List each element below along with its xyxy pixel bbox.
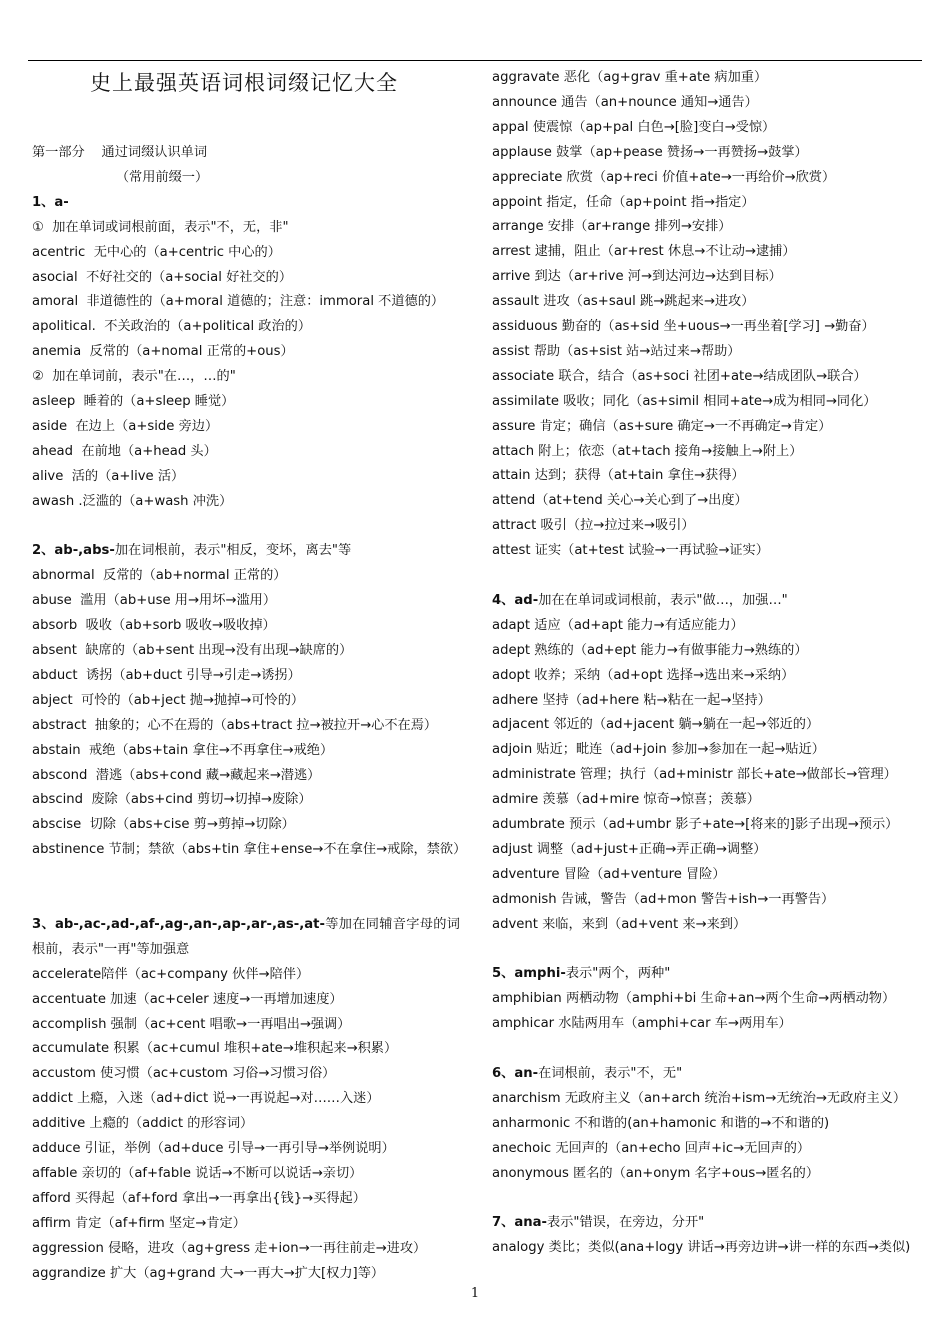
entry-line: aggression 侵略，进攻（ag+gress 走+ion→一再往前走→进攻）	[32, 1240, 427, 1256]
section-heading	[492, 588, 788, 613]
entry-line: arrest 逮捕，阻止（ar+rest 休息→不让动→逮捕）	[492, 244, 796, 260]
entry-line: adjacent 邻近的（ad+jacent 躺→躺在一起→邻近的）	[492, 717, 820, 733]
entry-line: additive 上瘾的（addict 的形容词）	[32, 1116, 254, 1132]
entry-line: adept 熟练的（ad+ept 能力→有做事能力→熟练的）	[492, 642, 808, 658]
entry-line: aside 在边上（a+side 旁边）	[32, 418, 219, 434]
entry-line: appal 使震惊（ap+pal 白色→[脸]变白→受惊）	[492, 119, 776, 135]
entry-line: abscind 废除（abs+cind 剪切→切掉→废除）	[32, 792, 312, 808]
entry-line: asocial 不好社交的（a+social 好社交的）	[32, 269, 293, 285]
entry-line: abscise 切除（abs+cise 剪→剪掉→切除）	[32, 817, 295, 833]
entry-line: assimilate 吸收；同化（as+simil 相同+ate→成为相同→同化）	[492, 393, 877, 409]
entry-line: adduce 引证，举例（ad+duce 引导→一再引导→举例说明）	[32, 1141, 395, 1156]
section-heading-prefix: 6、an-	[492, 1066, 539, 1081]
entry-line: asleep 睡着的（a+sleep 睡觉）	[32, 394, 235, 409]
section-heading	[32, 538, 351, 563]
entry-line: acentric 无中心的（a+centric 中心的）	[32, 244, 281, 260]
entry-line: adjust 调整（ad+just+正确→弄正确→调整）	[492, 841, 767, 857]
entry-line: adhere 坚持（ad+here 粘→粘在一起→坚持）	[492, 692, 771, 708]
section-heading	[492, 961, 670, 986]
entry-line: anemia 反常的（a+nomal 正常的+ous）	[32, 344, 294, 360]
entry-line: amphicar 水陆两用车（amphi+car 车→两用车）	[492, 1016, 792, 1032]
entry-line: anonymous 匿名的（an+onym 名字+ous→匿名的）	[492, 1165, 820, 1181]
entry-line: abstract 抽象的；心不在焉的（abs+tract 拉→被拉开→心不在焉）	[32, 717, 438, 733]
entry-line: adumbrate 预示（ad+umbr 影子+ate→[将来的]影子出现→预示）	[492, 817, 899, 832]
section-heading-text: 加在词根前，表示"相反，变坏，离去"等	[114, 543, 352, 559]
entry-line: accustom 使习惯（ac+custom 习俗→习惯习俗）	[32, 1066, 336, 1082]
entry-line: appreciate 欣赏（ap+reci 价值+ate→一再给价→欣赏）	[492, 169, 836, 185]
entry-line: abduct 诱拐（ab+duct 引导→引走→诱拐）	[32, 667, 301, 683]
section-heading-prefix: 2、ab-,abs-	[32, 543, 115, 559]
entry-line: affirm 肯定（af+firm 坚定→肯定）	[32, 1215, 246, 1231]
entry-line: ① 加在单词或词根前面，表示"不，无，非"	[32, 219, 289, 235]
section-heading: 1、a-	[32, 194, 69, 210]
entry-line: accomplish 强制（ac+cent 唱歌→一再唱出→强调）	[32, 1016, 351, 1032]
section-heading	[32, 912, 460, 962]
entry-line: adventure 冒险（ad+venture 冒险）	[492, 866, 726, 882]
entry-line: attach 附上；依恋（at+tach 接角→接触上→附上）	[492, 443, 803, 459]
entry-line: associate 联合，结合（as+soci 社团+ate→结成团队→联合）	[492, 368, 867, 384]
entry-line: attain 达到；获得（at+tain 拿住→获得）	[492, 468, 745, 484]
entry-line: ahead 在前地（a+head 头）	[32, 443, 217, 459]
entry-line: assault 进攻（as+saul 跳→跳起来→进攻）	[492, 294, 755, 310]
section-heading-text: 在词根前，表示"不，无"	[538, 1066, 683, 1081]
section-heading-prefix: 5、amphi-	[492, 966, 566, 982]
entry-line: ② 加在单词前，表示"在…，…的"	[32, 369, 236, 385]
section-heading	[492, 1061, 682, 1086]
header-rule	[28, 60, 922, 61]
section-heading	[492, 1210, 704, 1235]
entry-line: accelerate陪伴（ac+company 伙伴→陪伴）	[32, 966, 310, 982]
entry-line: assist 帮助（as+sist 站→站过来→帮助）	[492, 343, 741, 359]
entry-line: aggravate 恶化（ag+grav 重+ate 病加重）	[492, 70, 768, 85]
entry-line: advent 来临，来到（ad+vent 来→来到）	[492, 916, 747, 932]
entry-line: abscond 潜逃（abs+cond 藏→藏起来→潜逃）	[32, 767, 321, 783]
section-heading-text: 表示"错误，在旁边，分开"	[547, 1215, 705, 1231]
entry-line: attend（at+tend 关心→关心到了→出度）	[492, 493, 748, 509]
entry-line: abnormal 反常的（ab+normal 正常的）	[32, 568, 287, 584]
document-title: 史上最强英语词根词缀记忆大全	[90, 71, 398, 95]
entry-line: appoint 指定，任命（ap+point 指→指定）	[492, 194, 755, 210]
entry-line: attract 吸引（拉→拉过来→吸引）	[492, 518, 695, 534]
entry-line: announce 通告（an+nounce 通知→通告）	[492, 94, 758, 110]
entry-line: 第一部分 通过词缀认识单词	[32, 145, 208, 160]
entry-line: assure 肯定；确信（as+sure 确定→一不再确定→肯定）	[492, 418, 832, 434]
entry-line: amoral 非道德性的（a+moral 道德的；注意：immoral 不道德的）	[32, 294, 445, 310]
entry-line: aggrandize 扩大（ag+grand 大→一再大→扩大[权力]等）	[32, 1265, 385, 1281]
entry-line: abject 可怜的（ab+ject 抛→抛掉→可怜的）	[32, 692, 305, 708]
entry-line: accumulate 积累（ac+cumul 堆积+ate→堆积起来→积累）	[32, 1041, 398, 1057]
entry-line: alive 活的（a+live 活）	[32, 468, 185, 484]
section-heading-prefix: 7、ana-	[492, 1215, 548, 1231]
entry-line: applause 鼓掌（ap+pease 赞扬→一再赞扬→鼓掌）	[492, 144, 808, 160]
section-heading-text: 加在在单词或词根前，表示"做…，加强…"	[538, 592, 788, 608]
entry-line: analogy 类比；类似(ana+logy 讲话→再旁边讲→讲一样的东西→类似)	[492, 1240, 911, 1256]
entry-line: absent 缺席的（ab+sent 出现→没有出现→缺席的）	[32, 643, 353, 658]
entry-line: attest 证实（at+test 试验→一再试验→证实）	[492, 543, 769, 559]
entry-line: amphibian 两栖动物（amphi+bi 生命+an→两个生命→两栖动物）	[492, 991, 896, 1007]
entry-line: anarchism 无政府主义（an+arch 统治+ism→无统治→无政府主义）	[492, 1090, 907, 1106]
entry-line: adapt 适应（ad+apt 能力→有适应能力）	[492, 617, 744, 633]
entry-line: abstain 戒绝（abs+tain 拿住→不再拿住→戒绝）	[32, 742, 334, 758]
entry-line: assiduous 勤奋的（as+sid 坐+uous→一再坐着[学习] →勤奋）	[492, 319, 875, 334]
section-heading-prefix: 3、ab-,ac-,ad-,af-,ag-,an-,ap-,ar-,as-,at-	[32, 916, 325, 932]
entry-line: adopt 收养；采纳（ad+opt 选择→选出来→采纳）	[492, 667, 795, 683]
entry-line: arrive 到达（ar+rive 河→到达河边→达到目标）	[492, 269, 782, 285]
entry-line: abstinence 节制；禁欲（abs+tin 拿住+ense→不在拿住→戒除，禁欲）	[32, 842, 467, 858]
entry-line: （常用前缀一）	[32, 169, 209, 185]
entry-line: admire 羡慕（ad+mire 惊奇→惊喜；羡慕）	[492, 792, 760, 808]
entry-line: accentuate 加速（ac+celer 速度→一再增加速度）	[32, 991, 343, 1007]
entry-line: affable 亲切的（af+fable 说话→不断可以说话→亲切）	[32, 1165, 363, 1181]
section-heading-text: 表示"两个，两种"	[565, 966, 671, 982]
entry-line: abuse 滥用（ab+use 用→用坏→滥用）	[32, 593, 277, 609]
entry-line: anharmonic 不和谐的(an+hamonic 和谐的→不和谐的)	[492, 1115, 830, 1131]
section-heading-text: 等加在同辅音字母的词根前，表示"一再"等加强意	[32, 916, 460, 957]
entry-line: admonish 告诫，警告（ad+mon 警告+ish→一再警告）	[492, 891, 835, 907]
section-heading-prefix: 4、ad-	[492, 592, 539, 608]
entry-line: absorb 吸收（ab+sorb 吸收→吸收掉）	[32, 618, 276, 634]
entry-line: arrange 安排（ar+range 排列→安排）	[492, 219, 732, 235]
entry-line: addict 上瘾，入迷（ad+dict 说→一再说起→对……入迷）	[32, 1091, 380, 1107]
entry-line: anechoic 无回声的（an+echo 回声+ic→无回声的）	[492, 1140, 811, 1156]
entry-line: adjoin 贴近；毗连（ad+join 参加→参加在一起→贴近）	[492, 742, 825, 758]
entry-line: awash .泛滥的（a+wash 冲洗）	[32, 493, 233, 509]
entry-line: administrate 管理；执行（ad+ministr 部长+ate→做部长→管理）	[492, 767, 897, 783]
entry-line: afford 买得起（af+ford 拿出→一再拿出{钱}→买得起）	[32, 1190, 366, 1206]
entry-line: apolitical. 不关政治的（a+political 政治的）	[32, 319, 312, 335]
page-number: 1	[470, 1286, 480, 1301]
